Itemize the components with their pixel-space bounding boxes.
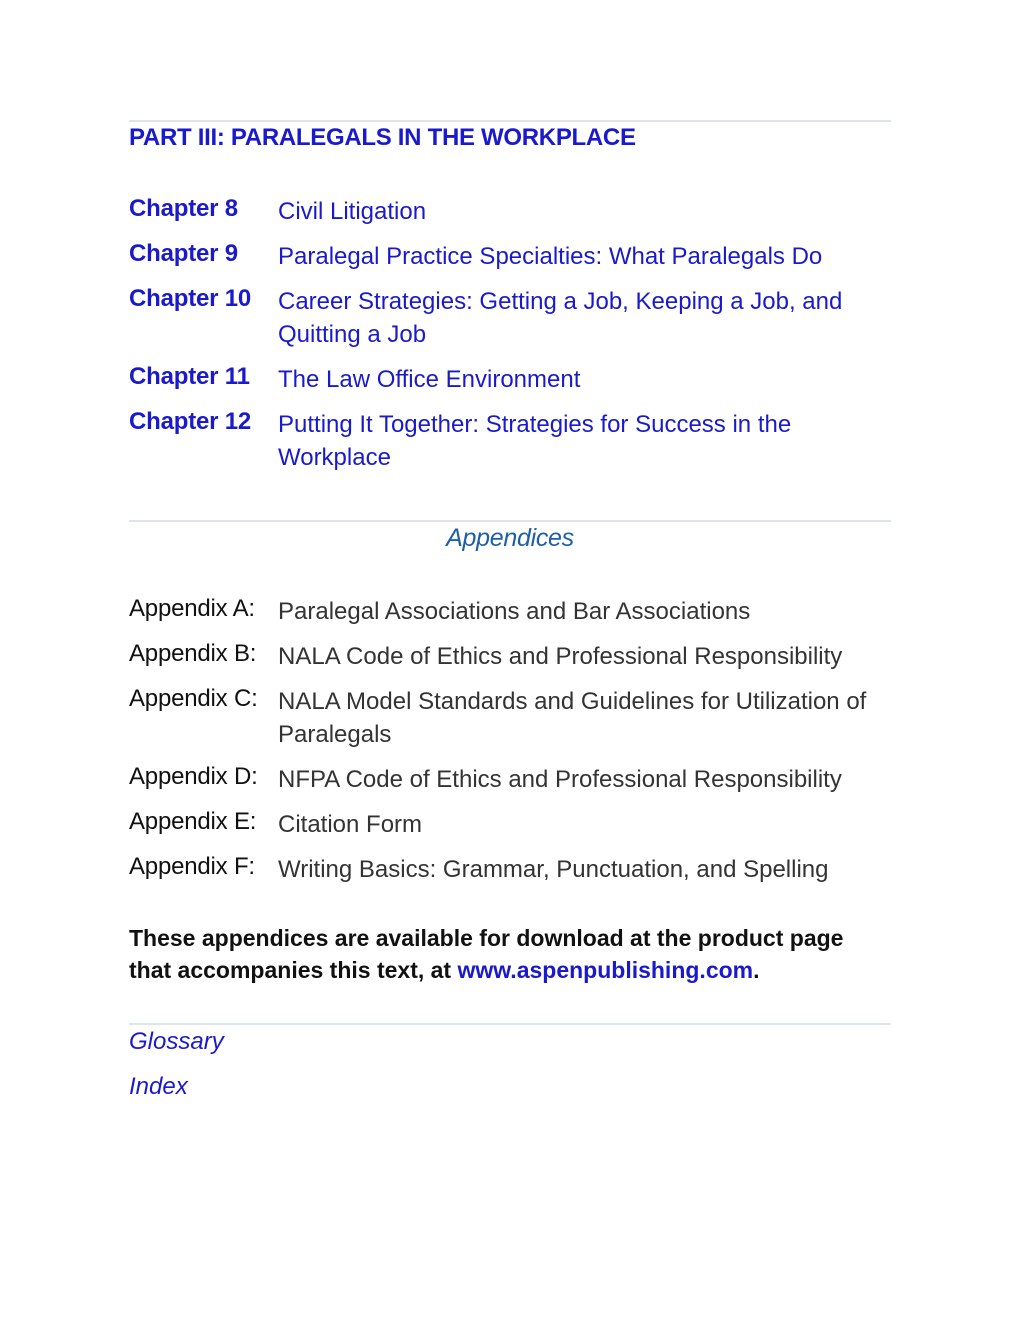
chapter-label: Chapter 11 bbox=[129, 363, 250, 390]
chapter-title[interactable]: Career Strategies: Getting a Job, Keeping a Job, and Quitting a Job bbox=[278, 288, 843, 348]
appendix-label: Appendix D: bbox=[129, 763, 258, 790]
glossary-link[interactable]: Glossary bbox=[129, 1028, 224, 1055]
appendix-label: Appendix A: bbox=[129, 595, 255, 622]
download-note bbox=[129, 922, 891, 986]
chapter-label: Chapter 12 bbox=[129, 408, 252, 435]
appendix-title: Citation Form bbox=[278, 811, 423, 838]
part-title: PART III: PARALEGALS IN THE WORKPLACE bbox=[129, 124, 636, 151]
chapter-title[interactable]: Civil Litigation bbox=[278, 198, 427, 225]
index-link[interactable]: Index bbox=[129, 1073, 188, 1100]
publisher-link[interactable]: www.aspenpublishing.com bbox=[457, 957, 754, 983]
appendix-title: Writing Basics: Grammar, Punctuation, and Spelling bbox=[278, 856, 829, 883]
chapter-label: Chapter 10 bbox=[129, 285, 252, 312]
download-note-end: . bbox=[753, 957, 760, 983]
appendices-heading[interactable]: Appendices bbox=[446, 524, 574, 552]
appendix-label: Appendix B: bbox=[129, 640, 257, 667]
divider bbox=[129, 120, 891, 122]
divider bbox=[129, 1023, 891, 1025]
chapter-label: Chapter 8 bbox=[129, 195, 238, 222]
appendix-label: Appendix C: bbox=[129, 685, 258, 712]
chapter-label: Chapter 9 bbox=[129, 240, 238, 267]
appendix-title: NFPA Code of Ethics and Professional Responsibility bbox=[278, 766, 842, 793]
chapter-title[interactable]: The Law Office Environment bbox=[278, 366, 581, 393]
appendix-title: Paralegal Associations and Bar Associations bbox=[278, 598, 751, 625]
divider bbox=[129, 520, 891, 522]
chapter-title[interactable]: Paralegal Practice Specialties: What Paralegals Do bbox=[278, 243, 823, 270]
appendix-label: Appendix F: bbox=[129, 853, 255, 880]
appendix-title: NALA Model Standards and Guidelines for Utilization of Paralegals bbox=[278, 688, 867, 748]
download-note-text: These appendices are available for download at the product page that accompanies this text, at bbox=[129, 925, 844, 983]
appendix-title: NALA Code of Ethics and Professional Responsibility bbox=[278, 643, 843, 670]
chapter-title[interactable]: Putting It Together: Strategies for Success in the Workplace bbox=[278, 411, 792, 471]
appendix-label: Appendix E: bbox=[129, 808, 257, 835]
